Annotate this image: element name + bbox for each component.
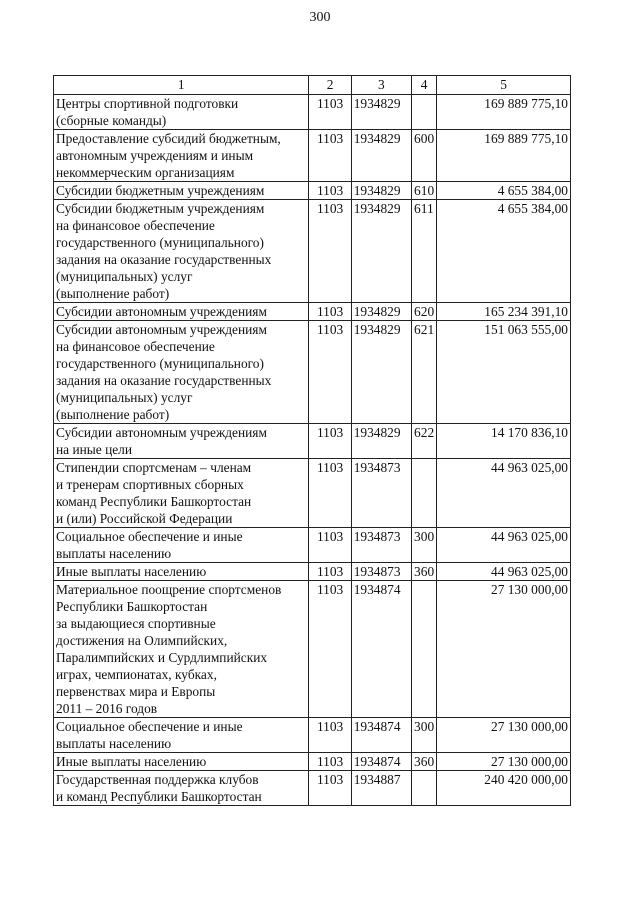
row-amount: 27 130 000,00 xyxy=(437,718,571,753)
row-section: 1103 xyxy=(309,200,351,303)
row-article: 1934873 xyxy=(351,563,411,581)
row-name: Субсидии бюджетным учреждениям xyxy=(54,182,309,200)
row-section: 1103 xyxy=(309,771,351,806)
row-article: 1934874 xyxy=(351,753,411,771)
row-article: 1934829 xyxy=(351,303,411,321)
table-row xyxy=(54,95,571,130)
row-type: 360 xyxy=(412,753,437,771)
row-amount: 240 420 000,00 xyxy=(437,771,571,806)
row-section: 1103 xyxy=(309,130,351,182)
row-amount: 44 963 025,00 xyxy=(437,459,571,528)
table-row xyxy=(54,528,571,563)
row-name: Материальное поощрение спортсменов Республики Башкортостан за выдающиеся спортивные достижения на Олимпийских, Паралимпийских и Сурдлимпийских играх, чемпионатах, кубках, первенствах мира и Европы 2011 – 2016 годов xyxy=(54,581,309,718)
row-amount: 4 655 384,00 xyxy=(437,182,571,200)
row-amount: 27 130 000,00 xyxy=(437,753,571,771)
row-type: 620 xyxy=(412,303,437,321)
row-type: 622 xyxy=(412,424,437,459)
row-section: 1103 xyxy=(309,182,351,200)
row-section: 1103 xyxy=(309,321,351,424)
table-row xyxy=(54,130,571,182)
row-name: Предоставление субсидий бюджетным, автономным учреждениям и иным некоммерческим организациям xyxy=(54,130,309,182)
row-amount: 14 170 836,10 xyxy=(437,424,571,459)
row-section: 1103 xyxy=(309,303,351,321)
row-amount: 4 655 384,00 xyxy=(437,200,571,303)
table-row xyxy=(54,182,571,200)
row-name: Государственная поддержка клубов и команд Республики Башкортостан xyxy=(54,771,309,806)
row-type: 621 xyxy=(412,321,437,424)
row-type: 300 xyxy=(412,718,437,753)
table-row xyxy=(54,563,571,581)
row-article: 1934874 xyxy=(351,718,411,753)
row-amount: 151 063 555,00 xyxy=(437,321,571,424)
row-amount: 165 234 391,10 xyxy=(437,303,571,321)
row-type: 600 xyxy=(412,130,437,182)
row-type xyxy=(412,459,437,528)
row-type xyxy=(412,581,437,718)
table-row xyxy=(54,753,571,771)
row-section: 1103 xyxy=(309,95,351,130)
row-amount: 27 130 000,00 xyxy=(437,581,571,718)
row-section: 1103 xyxy=(309,528,351,563)
table-row xyxy=(54,303,571,321)
row-name: Социальное обеспечение и иные выплаты населению xyxy=(54,718,309,753)
table-row xyxy=(54,200,571,303)
row-name: Субсидии бюджетным учреждениям на финансовое обеспечение государственного (муниципального) задания на оказание государственных (муниципальных) услуг (выполнение работ) xyxy=(54,200,309,303)
row-amount: 169 889 775,10 xyxy=(437,95,571,130)
row-article: 1934874 xyxy=(351,581,411,718)
row-type: 300 xyxy=(412,528,437,563)
row-section: 1103 xyxy=(309,753,351,771)
row-name: Иные выплаты населению xyxy=(54,753,309,771)
row-name: Субсидии автономным учреждениям на иные цели xyxy=(54,424,309,459)
row-type: 611 xyxy=(412,200,437,303)
row-section: 1103 xyxy=(309,459,351,528)
row-type xyxy=(412,771,437,806)
row-type: 610 xyxy=(412,182,437,200)
row-article: 1934829 xyxy=(351,321,411,424)
header-cell: 5 xyxy=(437,76,571,95)
row-article: 1934829 xyxy=(351,200,411,303)
row-section: 1103 xyxy=(309,424,351,459)
header-cell: 1 xyxy=(54,76,309,95)
row-article: 1934873 xyxy=(351,528,411,563)
row-article: 1934829 xyxy=(351,95,411,130)
header-row xyxy=(54,76,571,95)
row-type xyxy=(412,95,437,130)
header-cell: 4 xyxy=(412,76,437,95)
budget-table xyxy=(53,75,571,806)
header-cell: 3 xyxy=(351,76,411,95)
page-number: 300 xyxy=(309,10,331,25)
row-amount: 44 963 025,00 xyxy=(437,563,571,581)
row-name: Социальное обеспечение и иные выплаты населению xyxy=(54,528,309,563)
row-section: 1103 xyxy=(309,581,351,718)
table-row xyxy=(54,459,571,528)
table-row xyxy=(54,771,571,806)
row-article: 1934829 xyxy=(351,182,411,200)
table-row xyxy=(54,718,571,753)
row-name: Субсидии автономным учреждениям на финансовое обеспечение государственного (муниципального) задания на оказание государственных (муниципальных) услуг (выполнение работ) xyxy=(54,321,309,424)
row-section: 1103 xyxy=(309,563,351,581)
row-type: 360 xyxy=(412,563,437,581)
table-row xyxy=(54,581,571,718)
row-article: 1934873 xyxy=(351,459,411,528)
row-article: 1934887 xyxy=(351,771,411,806)
row-amount: 169 889 775,10 xyxy=(437,130,571,182)
row-name: Центры спортивной подготовки (сборные команды) xyxy=(54,95,309,130)
table-row xyxy=(54,424,571,459)
row-amount: 44 963 025,00 xyxy=(437,528,571,563)
table-row xyxy=(54,321,571,424)
row-name: Иные выплаты населению xyxy=(54,563,309,581)
row-article: 1934829 xyxy=(351,130,411,182)
row-name: Стипендии спортсменам – членам и тренерам спортивных сборных команд Республики Башкортостан и (или) Российской Федерации xyxy=(54,459,309,528)
row-name: Субсидии автономным учреждениям xyxy=(54,303,309,321)
header-cell: 2 xyxy=(309,76,351,95)
row-article: 1934829 xyxy=(351,424,411,459)
row-section: 1103 xyxy=(309,718,351,753)
